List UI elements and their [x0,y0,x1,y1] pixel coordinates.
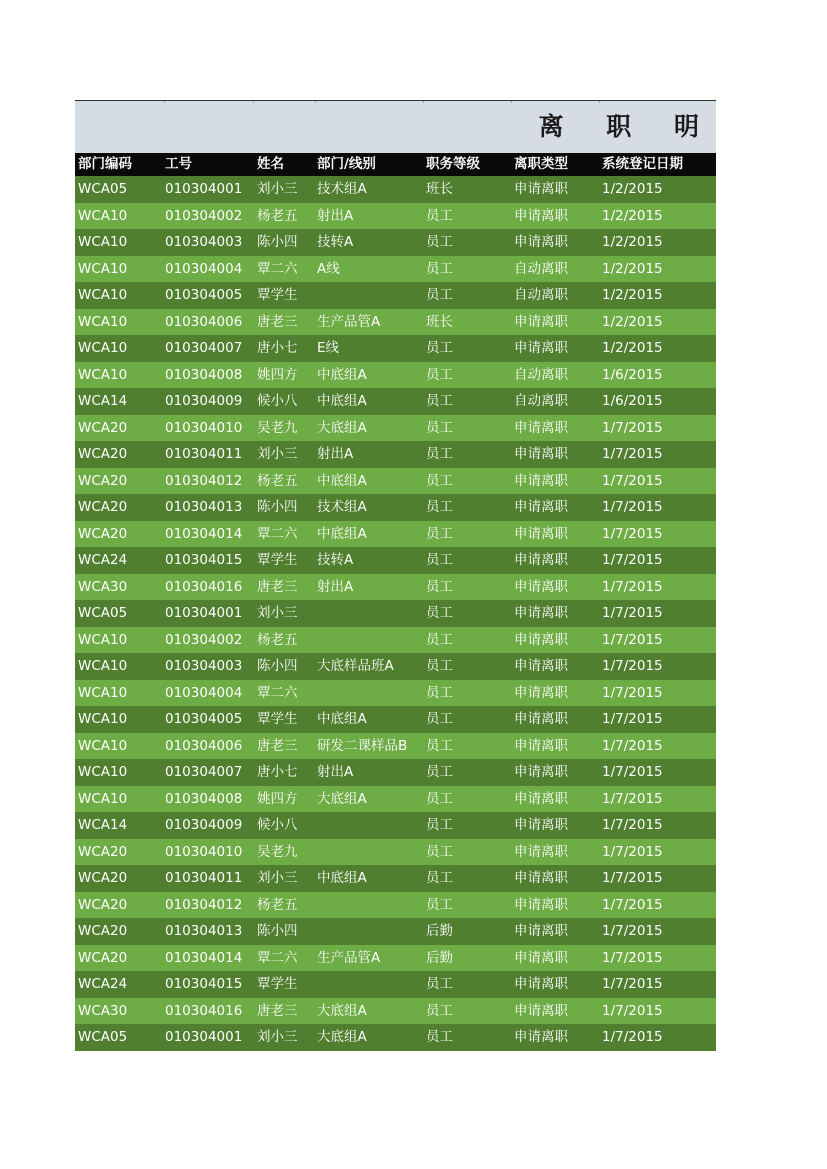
register-date-cell[interactable]: 1/7/2015 [602,923,663,939]
dept-line-cell[interactable] [317,812,423,839]
leave-type-cell[interactable]: 申请离职 [514,896,568,913]
employee-id-cell[interactable]: 010304014 [165,525,243,542]
leave-type-cell[interactable]: 申请离职 [514,181,568,197]
dept-code-cell[interactable]: WCA10 [78,207,128,224]
dept-line-cell[interactable] [317,839,423,866]
job-level-cell[interactable]: 员工 [426,472,453,489]
job-level-cell[interactable]: 员工 [426,419,453,436]
dept-line-cell[interactable]: 生产品管A [317,949,381,966]
dept-line-cell[interactable] [317,918,423,945]
table-row [75,415,716,442]
cell-divider [511,101,512,103]
cell-divider [164,101,165,103]
dept-code-cell[interactable]: WCA20 [78,419,128,436]
register-date-cell[interactable]: 1/2/2015 [602,260,663,277]
table-row [75,468,716,495]
job-level-cell[interactable]: 员工 [426,340,453,356]
job-level-cell[interactable]: 员工 [426,366,453,383]
job-level-cell[interactable]: 后勤 [426,923,453,939]
dept-line-cell[interactable]: 研发二课样品B [317,737,408,754]
dept-code-cell[interactable]: WCA10 [78,313,128,330]
dept-line-cell[interactable] [317,680,423,707]
employee-id-cell[interactable]: 010304001 [165,181,243,197]
register-date-cell[interactable]: 1/7/2015 [602,896,663,913]
table-row [75,521,716,548]
register-date-cell[interactable]: 1/7/2015 [602,419,663,436]
register-date-cell[interactable]: 1/7/2015 [602,552,663,568]
name-cell[interactable]: 覃二六 [257,260,298,277]
name-cell[interactable]: 唐老三 [257,578,298,595]
register-date-cell[interactable]: 1/7/2015 [602,711,663,727]
dept-code-cell[interactable]: WCA20 [78,446,128,462]
leave-type-cell[interactable]: 申请离职 [514,711,568,727]
dept-line-cell[interactable]: 大底组A [317,419,367,436]
dept-line-cell[interactable]: 大底组A [317,1029,367,1045]
register-date-cell[interactable]: 1/7/2015 [602,1029,663,1045]
register-date-cell[interactable]: 1/7/2015 [602,631,663,648]
dept-code-cell[interactable]: WCA10 [78,234,128,250]
leave-type-cell[interactable]: 申请离职 [514,843,568,860]
job-level-cell[interactable]: 班长 [426,181,453,197]
employee-id-cell[interactable]: 010304015 [165,976,243,992]
name-cell[interactable]: 覃二六 [257,949,298,966]
job-level-cell[interactable]: 员工 [426,552,453,568]
employee-id-cell[interactable]: 010304002 [165,207,243,224]
name-cell[interactable]: 唐老三 [257,313,298,330]
register-date-cell[interactable]: 1/7/2015 [602,764,663,780]
dept-code-cell[interactable]: WCA10 [78,790,128,807]
job-level-cell[interactable]: 员工 [426,790,453,807]
dept-code-cell[interactable]: WCA10 [78,366,128,383]
leave-type-cell[interactable]: 申请离职 [514,446,568,462]
name-cell[interactable]: 杨老五 [257,631,298,648]
register-date-cell[interactable]: 1/2/2015 [602,234,663,250]
leave-type-cell[interactable]: 申请离职 [514,631,568,648]
dept-line-cell[interactable]: 技术组A [317,181,367,197]
job-level-cell[interactable]: 员工 [426,976,453,992]
register-date-cell[interactable]: 1/6/2015 [602,393,663,409]
table-row [75,335,716,362]
job-level-cell[interactable]: 后勤 [426,949,453,966]
table-body [75,176,716,1051]
dept-line-cell[interactable]: 射出A [317,578,354,595]
leave-type-cell[interactable]: 申请离职 [514,313,568,330]
column-header[interactable]: 离职类型 [514,156,568,172]
name-cell[interactable]: 唐老三 [257,737,298,754]
table-row [75,600,716,627]
employee-id-cell[interactable]: 010304010 [165,843,243,860]
register-date-cell[interactable]: 1/7/2015 [602,605,663,621]
employee-id-cell[interactable]: 010304003 [165,234,243,250]
employee-id-cell[interactable]: 010304012 [165,896,243,913]
name-cell[interactable]: 候小八 [257,817,298,833]
dept-line-cell[interactable]: E线 [317,340,340,356]
name-cell[interactable]: 唐老三 [257,1002,298,1019]
table-row [75,256,716,283]
job-level-cell[interactable]: 员工 [426,817,453,833]
name-cell[interactable]: 陈小四 [257,923,298,939]
employee-id-cell[interactable]: 010304004 [165,260,243,277]
dept-line-cell[interactable]: 大底组A [317,790,367,807]
leave-type-cell[interactable]: 自动离职 [514,366,568,383]
dept-code-cell[interactable]: WCA10 [78,260,128,277]
employee-id-cell[interactable]: 010304002 [165,631,243,648]
table-row [75,786,716,813]
table-row [75,865,716,892]
job-level-cell[interactable]: 员工 [426,207,453,224]
cell-divider [253,101,254,103]
leave-type-cell[interactable]: 申请离职 [514,684,568,701]
table-row [75,998,716,1025]
name-cell[interactable]: 唐小七 [257,764,298,780]
table-row [75,892,716,919]
job-level-cell[interactable]: 员工 [426,870,453,886]
register-date-cell[interactable]: 1/7/2015 [602,949,663,966]
dept-line-cell[interactable] [317,600,423,627]
name-cell[interactable]: 杨老五 [257,472,298,489]
table-row [75,653,716,680]
register-date-cell[interactable]: 1/7/2015 [602,446,663,462]
job-level-cell[interactable]: 班长 [426,313,453,330]
leave-type-cell[interactable]: 申请离职 [514,1029,568,1045]
dept-code-cell[interactable]: WCA24 [78,976,128,992]
register-date-cell[interactable]: 1/7/2015 [602,499,663,515]
employee-id-cell[interactable]: 010304008 [165,366,243,383]
employee-id-cell[interactable]: 010304008 [165,790,243,807]
employee-id-cell[interactable]: 010304001 [165,1029,243,1045]
name-cell[interactable]: 陈小四 [257,658,298,674]
dept-code-cell[interactable]: WCA10 [78,287,128,303]
job-level-cell[interactable]: 员工 [426,1002,453,1019]
employee-id-cell[interactable]: 010304006 [165,737,243,754]
table-row [75,362,716,389]
dept-code-cell[interactable]: WCA10 [78,658,128,674]
dept-line-cell[interactable]: 射出A [317,764,354,780]
column-header[interactable]: 部门编码 [78,156,132,172]
spreadsheet [75,100,716,1051]
dept-code-cell[interactable]: WCA20 [78,525,128,542]
dept-line-cell[interactable]: 大底组A [317,1002,367,1019]
table-row [75,203,716,230]
table-row [75,680,716,707]
employee-id-cell[interactable]: 010304013 [165,923,243,939]
name-cell[interactable]: 陈小四 [257,499,298,515]
leave-type-cell[interactable]: 申请离职 [514,525,568,542]
dept-code-cell[interactable]: WCA05 [78,605,128,621]
leave-type-cell[interactable]: 申请离职 [514,658,568,674]
register-date-cell[interactable]: 1/7/2015 [602,843,663,860]
job-level-cell[interactable]: 员工 [426,578,453,595]
table-row [75,282,716,309]
register-date-cell[interactable]: 1/2/2015 [602,181,663,197]
register-date-cell[interactable]: 1/7/2015 [602,817,663,833]
column-header[interactable]: 工号 [165,156,192,172]
register-date-cell[interactable]: 1/7/2015 [602,578,663,595]
register-date-cell[interactable]: 1/2/2015 [602,207,663,224]
dept-line-cell[interactable]: 中底组A [317,870,367,886]
table-row [75,388,716,415]
leave-type-cell[interactable]: 申请离职 [514,340,568,356]
register-date-cell[interactable]: 1/7/2015 [602,1002,663,1019]
dept-code-cell[interactable]: WCA14 [78,393,128,409]
leave-type-cell[interactable]: 申请离职 [514,419,568,436]
dept-line-cell[interactable] [317,892,423,919]
dept-code-cell[interactable]: WCA20 [78,499,128,515]
register-date-cell[interactable]: 1/7/2015 [602,870,663,886]
job-level-cell[interactable]: 员工 [426,737,453,754]
leave-type-cell[interactable]: 申请离职 [514,578,568,595]
dept-line-cell[interactable]: 射出A [317,446,354,462]
dept-code-cell[interactable]: WCA14 [78,817,128,833]
employee-id-cell[interactable]: 010304013 [165,499,243,515]
job-level-cell[interactable]: 员工 [426,896,453,913]
name-cell[interactable]: 刘小三 [257,870,298,886]
table-row [75,309,716,336]
table-row [75,547,716,574]
table-row [75,812,716,839]
cell-divider [599,101,600,103]
column-header[interactable]: 职务等级 [426,156,480,172]
dept-code-cell[interactable]: WCA05 [78,1029,128,1045]
job-level-cell[interactable]: 员工 [426,260,453,277]
leave-type-cell[interactable]: 申请离职 [514,949,568,966]
job-level-cell[interactable]: 员工 [426,711,453,727]
job-level-cell[interactable]: 员工 [426,843,453,860]
register-date-cell[interactable]: 1/2/2015 [602,313,663,330]
table-row [75,627,716,654]
register-date-cell[interactable]: 1/7/2015 [602,658,663,674]
dept-line-cell[interactable] [317,282,423,309]
employee-id-cell[interactable]: 010304012 [165,472,243,489]
dept-line-cell[interactable]: 技转A [317,234,354,250]
job-level-cell[interactable]: 员工 [426,764,453,780]
register-date-cell[interactable]: 1/7/2015 [602,976,663,992]
name-cell[interactable]: 吴老九 [257,843,298,860]
name-cell[interactable]: 覃学生 [257,711,298,727]
leave-type-cell[interactable]: 申请离职 [514,499,568,515]
title-band [75,100,716,153]
table-row [75,733,716,760]
leave-type-cell[interactable]: 申请离职 [514,817,568,833]
leave-type-cell[interactable]: 申请离职 [514,764,568,780]
name-cell[interactable]: 刘小三 [257,181,298,197]
dept-line-cell[interactable] [317,971,423,998]
employee-id-cell[interactable]: 010304006 [165,313,243,330]
name-cell[interactable]: 吴老九 [257,419,298,436]
leave-type-cell[interactable]: 申请离职 [514,552,568,568]
table-row [75,918,716,945]
table-row [75,945,716,972]
leave-type-cell[interactable]: 申请离职 [514,870,568,886]
register-date-cell[interactable]: 1/7/2015 [602,472,663,489]
register-date-cell[interactable]: 1/6/2015 [602,366,663,383]
dept-code-cell[interactable]: WCA30 [78,1002,128,1019]
employee-id-cell[interactable]: 010304007 [165,340,243,356]
leave-type-cell[interactable]: 自动离职 [514,260,568,277]
column-header[interactable]: 姓名 [257,156,284,172]
table-row [75,574,716,601]
leave-type-cell[interactable]: 申请离职 [514,737,568,754]
name-cell[interactable]: 候小八 [257,393,298,409]
dept-code-cell[interactable]: WCA20 [78,896,128,913]
name-cell[interactable]: 覃学生 [257,976,298,992]
dept-line-cell[interactable]: A线 [317,260,340,277]
table-row [75,1024,716,1051]
job-level-cell[interactable]: 员工 [426,499,453,515]
register-date-cell[interactable]: 1/7/2015 [602,737,663,754]
dept-code-cell[interactable]: WCA20 [78,870,128,886]
job-level-cell[interactable]: 员工 [426,234,453,250]
job-level-cell[interactable]: 员工 [426,658,453,674]
employee-id-cell[interactable]: 010304007 [165,764,243,780]
leave-type-cell[interactable]: 申请离职 [514,976,568,992]
cell-divider [315,101,316,103]
dept-line-cell[interactable]: 中底组A [317,366,367,383]
dept-line-cell[interactable]: 中底组A [317,472,367,489]
leave-type-cell[interactable]: 申请离职 [514,472,568,489]
leave-type-cell[interactable]: 申请离职 [514,923,568,939]
table-row [75,839,716,866]
leave-type-cell[interactable]: 申请离职 [514,234,568,250]
name-cell[interactable]: 杨老五 [257,207,298,224]
dept-code-cell[interactable]: WCA05 [78,181,128,197]
dept-line-cell[interactable] [317,627,423,654]
job-level-cell[interactable]: 员工 [426,684,453,701]
register-date-cell[interactable]: 1/7/2015 [602,525,663,542]
job-level-cell[interactable]: 员工 [426,1029,453,1045]
name-cell[interactable]: 覃二六 [257,684,298,701]
employee-id-cell[interactable]: 010304004 [165,684,243,701]
name-cell[interactable]: 覃二六 [257,525,298,542]
register-date-cell[interactable]: 1/2/2015 [602,287,663,303]
name-cell[interactable]: 刘小三 [257,1029,298,1045]
dept-line-cell[interactable]: 技转A [317,552,354,568]
name-cell[interactable]: 覃学生 [257,287,298,303]
dept-line-cell[interactable]: 中底组A [317,393,367,409]
sheet-title: 离 职 明 [538,112,716,141]
dept-code-cell[interactable]: WCA10 [78,340,128,356]
column-header[interactable]: 系统登记日期 [602,156,683,172]
employee-id-cell[interactable]: 010304011 [165,870,243,886]
name-cell[interactable]: 刘小三 [257,605,298,621]
table-row [75,494,716,521]
employee-id-cell[interactable]: 010304009 [165,817,243,833]
leave-type-cell[interactable]: 申请离职 [514,1002,568,1019]
leave-type-cell[interactable]: 申请离职 [514,605,568,621]
name-cell[interactable]: 唐小七 [257,340,298,356]
job-level-cell[interactable]: 员工 [426,605,453,621]
dept-code-cell[interactable]: WCA20 [78,472,128,489]
name-cell[interactable]: 覃学生 [257,552,298,568]
cell-divider [423,101,424,103]
dept-line-cell[interactable]: 中底组A [317,525,367,542]
dept-code-cell[interactable]: WCA10 [78,737,128,754]
dept-code-cell[interactable]: WCA10 [78,764,128,780]
employee-id-cell[interactable]: 010304001 [165,605,243,621]
table-row [75,971,716,998]
dept-code-cell[interactable]: WCA10 [78,711,128,727]
dept-code-cell[interactable]: WCA20 [78,923,128,939]
dept-line-cell[interactable]: 生产品管A [317,313,381,330]
leave-type-cell[interactable]: 自动离职 [514,393,568,409]
employee-id-cell[interactable]: 010304005 [165,711,243,727]
table-row [75,706,716,733]
employee-id-cell[interactable]: 010304003 [165,658,243,674]
leave-type-cell[interactable]: 申请离职 [514,790,568,807]
dept-line-cell[interactable]: 中底组A [317,711,367,727]
header-row [75,153,716,176]
leave-type-cell[interactable]: 申请离职 [514,207,568,224]
register-date-cell[interactable]: 1/7/2015 [602,684,663,701]
dept-line-cell[interactable]: 射出A [317,207,354,224]
name-cell[interactable]: 刘小三 [257,446,298,462]
table-row [75,229,716,256]
leave-type-cell[interactable]: 自动离职 [514,287,568,303]
employee-id-cell[interactable]: 010304014 [165,949,243,966]
job-level-cell[interactable]: 员工 [426,446,453,462]
dept-code-cell[interactable]: WCA24 [78,552,128,568]
dept-line-cell[interactable]: 大底样品班A [317,658,394,674]
dept-code-cell[interactable]: WCA20 [78,949,128,966]
employee-id-cell[interactable]: 010304009 [165,393,243,409]
job-level-cell[interactable]: 员工 [426,525,453,542]
name-cell[interactable]: 姚四方 [257,366,298,383]
column-header[interactable]: 部门/线别 [317,156,376,172]
employee-id-cell[interactable]: 010304016 [165,578,243,595]
table-row [75,441,716,468]
name-cell[interactable]: 姚四方 [257,790,298,807]
dept-code-cell[interactable]: WCA20 [78,843,128,860]
job-level-cell[interactable]: 员工 [426,631,453,648]
table-row [75,759,716,786]
dept-code-cell[interactable]: WCA10 [78,684,128,701]
register-date-cell[interactable]: 1/7/2015 [602,790,663,807]
table-row [75,176,716,203]
employee-id-cell[interactable]: 010304016 [165,1002,243,1019]
dept-line-cell[interactable]: 技术组A [317,499,367,515]
job-level-cell[interactable]: 员工 [426,287,453,303]
job-level-cell[interactable]: 员工 [426,393,453,409]
dept-code-cell[interactable]: WCA30 [78,578,128,595]
name-cell[interactable]: 陈小四 [257,234,298,250]
employee-id-cell[interactable]: 010304005 [165,287,243,303]
register-date-cell[interactable]: 1/2/2015 [602,340,663,356]
employee-id-cell[interactable]: 010304015 [165,552,243,568]
employee-id-cell[interactable]: 010304011 [165,446,243,462]
employee-id-cell[interactable]: 010304010 [165,419,243,436]
dept-code-cell[interactable]: WCA10 [78,631,128,648]
name-cell[interactable]: 杨老五 [257,896,298,913]
